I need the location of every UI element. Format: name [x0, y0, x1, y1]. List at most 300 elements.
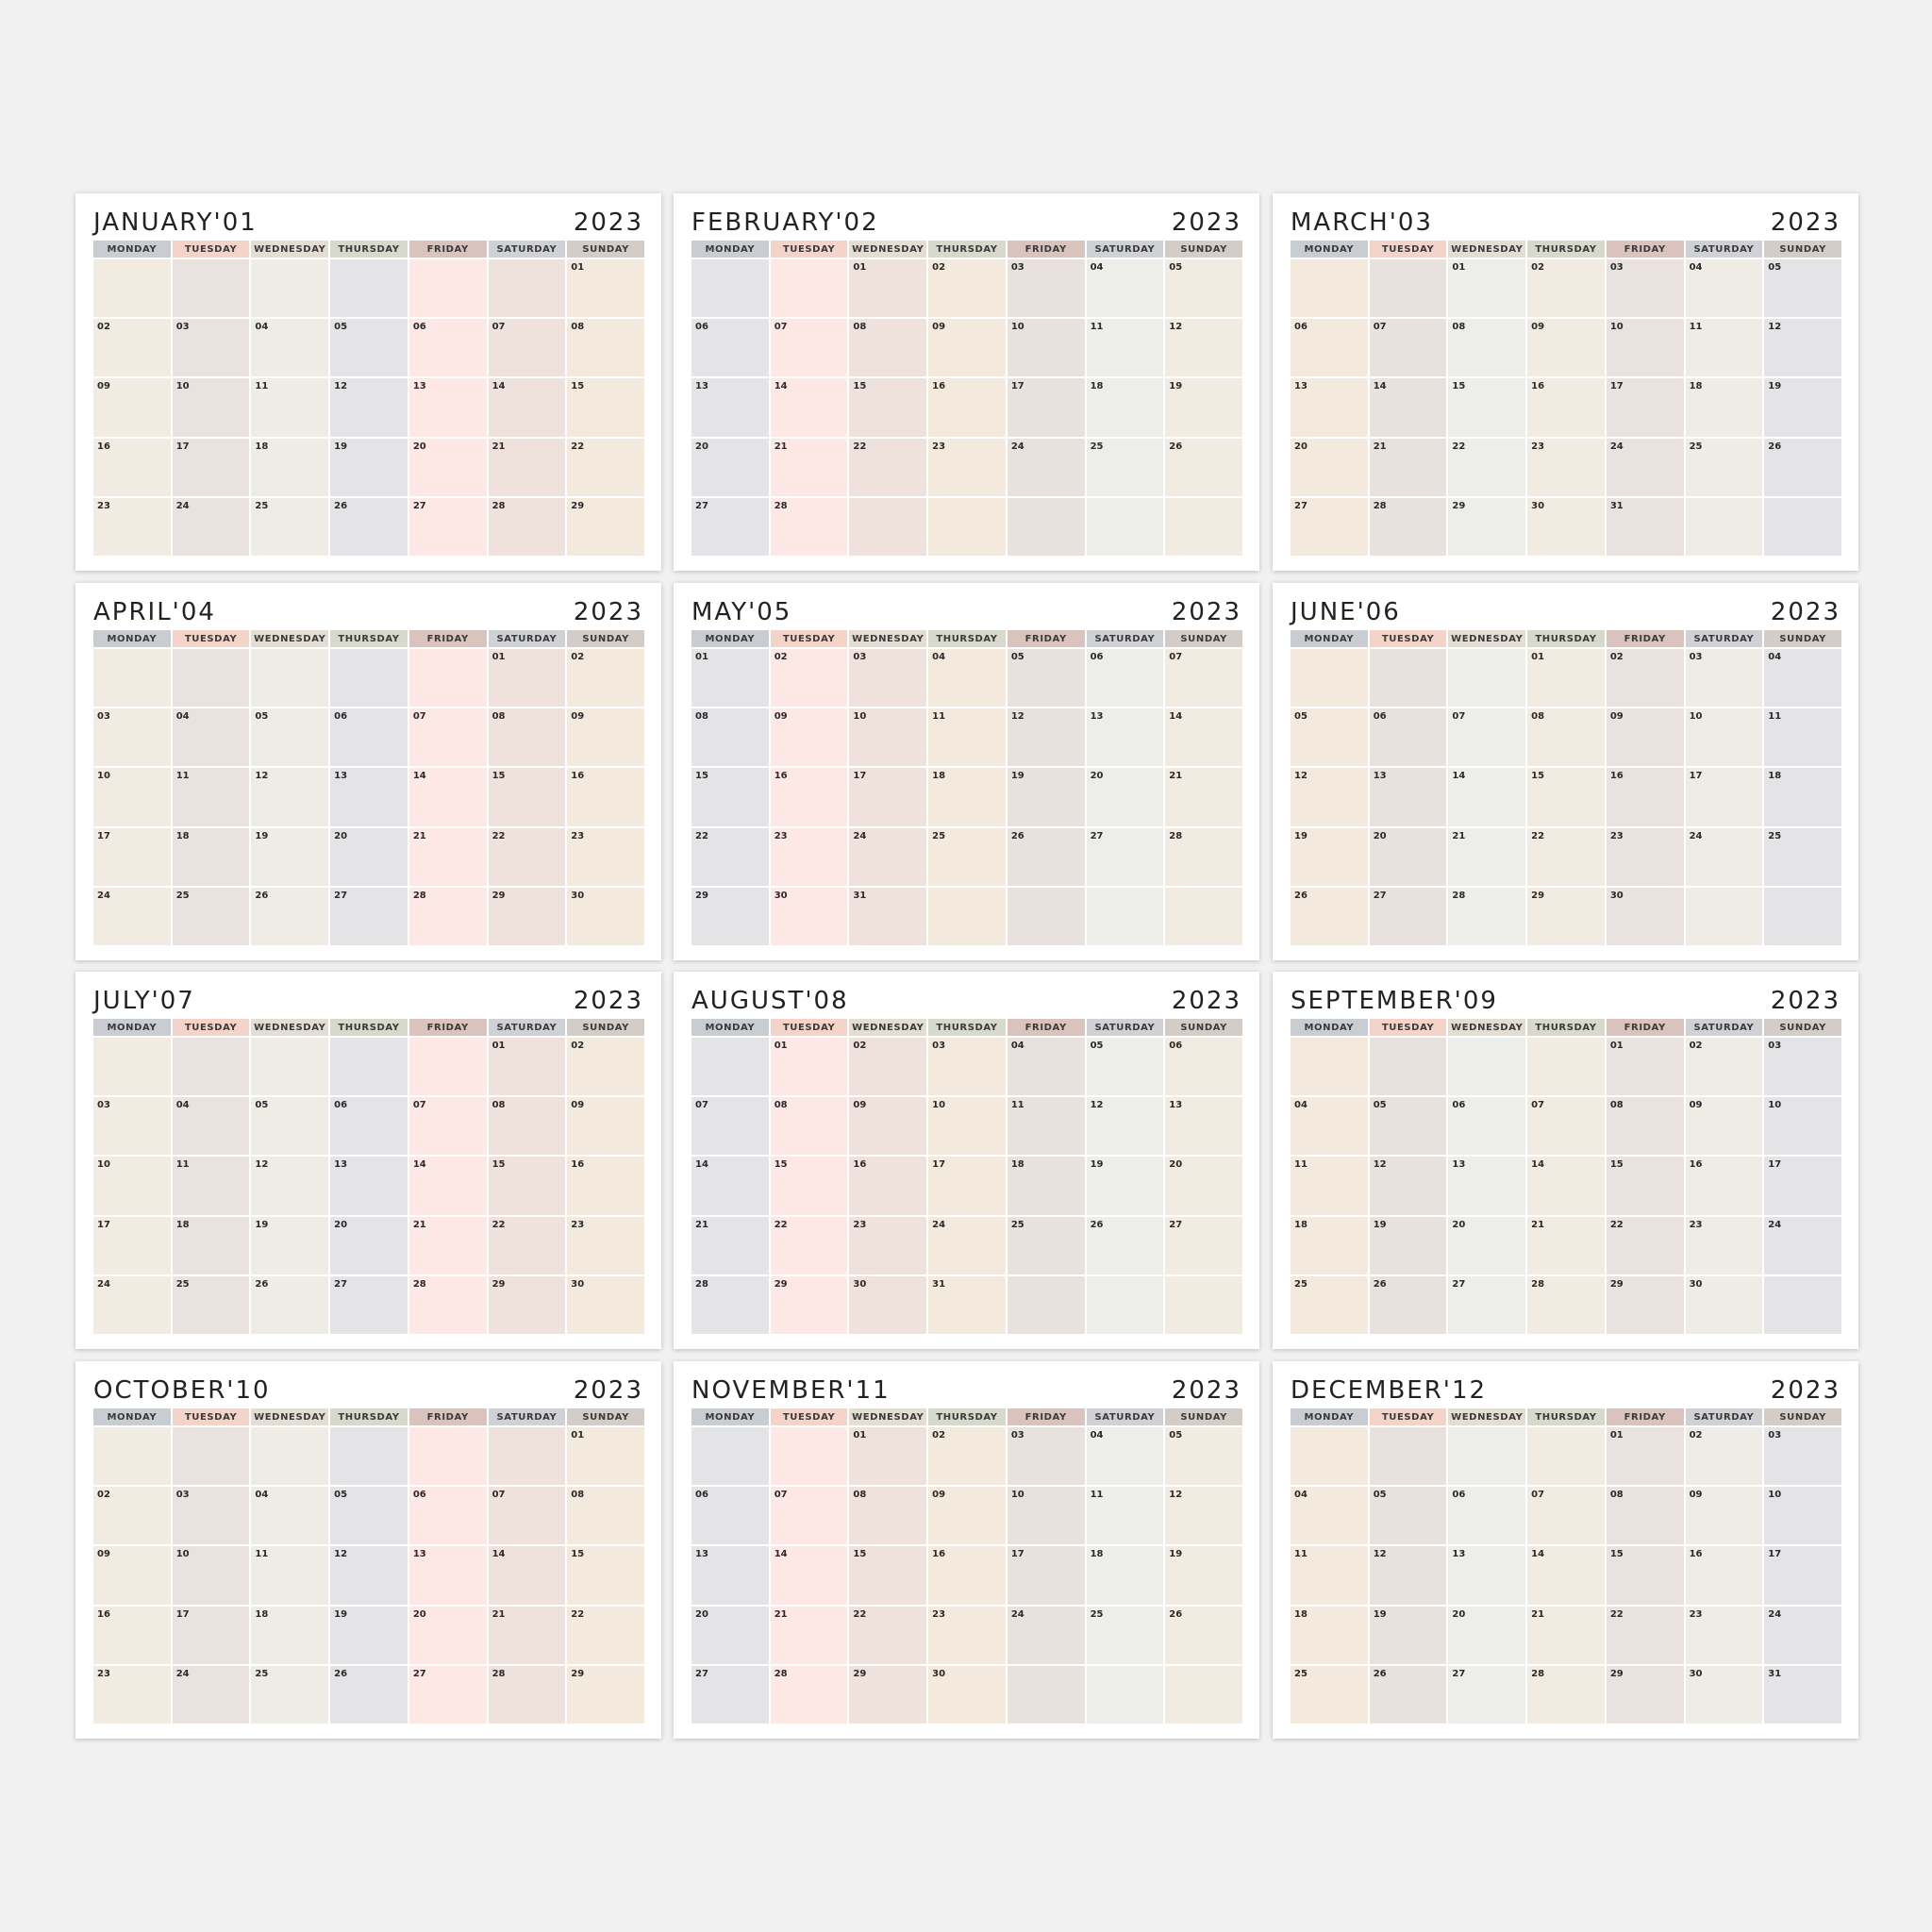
day-cell[interactable]: [489, 768, 566, 825]
day-cell[interactable]: [1087, 768, 1164, 825]
day-cell[interactable]: [849, 1487, 926, 1544]
day-cell[interactable]: [1165, 1217, 1242, 1274]
day-cell[interactable]: [1607, 259, 1684, 317]
day-cell[interactable]: [1008, 1038, 1085, 1095]
day-cell[interactable]: [1087, 1097, 1164, 1155]
day-cell[interactable]: [691, 1607, 769, 1664]
day-cell[interactable]: [93, 378, 171, 436]
day-cell[interactable]: [567, 888, 644, 945]
day-cell[interactable]: [567, 1487, 644, 1544]
day-cell[interactable]: [1008, 439, 1085, 496]
day-cell[interactable]: [93, 708, 171, 766]
day-cell[interactable]: [1448, 319, 1525, 376]
day-cell[interactable]: [409, 319, 487, 376]
day-cell[interactable]: [93, 1038, 171, 1095]
day-cell[interactable]: [1607, 1427, 1684, 1485]
day-cell[interactable]: [251, 378, 328, 436]
day-cell[interactable]: [1087, 1038, 1164, 1095]
day-cell[interactable]: [330, 1038, 408, 1095]
day-cell[interactable]: [409, 1038, 487, 1095]
day-cell[interactable]: [1686, 1427, 1763, 1485]
day-cell[interactable]: [1448, 439, 1525, 496]
day-cell[interactable]: [1291, 828, 1368, 886]
day-cell[interactable]: [489, 649, 566, 707]
day-cell[interactable]: [1165, 1097, 1242, 1155]
day-cell[interactable]: [567, 1546, 644, 1604]
day-cell[interactable]: [1087, 708, 1164, 766]
day-cell[interactable]: [928, 1666, 1006, 1724]
day-cell[interactable]: [849, 439, 926, 496]
day-cell[interactable]: [691, 498, 769, 556]
day-cell[interactable]: [1527, 439, 1605, 496]
day-cell[interactable]: [1008, 768, 1085, 825]
day-cell[interactable]: [1527, 259, 1605, 317]
day-cell[interactable]: [1291, 1276, 1368, 1334]
day-cell[interactable]: [489, 1607, 566, 1664]
day-cell[interactable]: [1448, 1427, 1525, 1485]
day-cell[interactable]: [1087, 378, 1164, 436]
day-cell[interactable]: [251, 708, 328, 766]
day-cell[interactable]: [1607, 649, 1684, 707]
day-cell[interactable]: [1165, 708, 1242, 766]
day-cell[interactable]: [567, 498, 644, 556]
day-cell[interactable]: [1607, 1487, 1684, 1544]
day-cell[interactable]: [1764, 498, 1841, 556]
day-cell[interactable]: [409, 439, 487, 496]
day-cell[interactable]: [409, 1666, 487, 1724]
day-cell[interactable]: [251, 888, 328, 945]
day-cell[interactable]: [489, 1276, 566, 1334]
day-cell[interactable]: [173, 1546, 250, 1604]
day-cell[interactable]: [93, 1607, 171, 1664]
day-cell[interactable]: [1008, 1546, 1085, 1604]
day-cell[interactable]: [567, 1427, 644, 1485]
day-cell[interactable]: [1008, 888, 1085, 945]
day-cell[interactable]: [691, 378, 769, 436]
day-cell[interactable]: [928, 1157, 1006, 1214]
day-cell[interactable]: [567, 1276, 644, 1334]
day-cell[interactable]: [489, 1487, 566, 1544]
day-cell[interactable]: [691, 439, 769, 496]
day-cell[interactable]: [567, 1038, 644, 1095]
day-cell[interactable]: [1686, 768, 1763, 825]
day-cell[interactable]: [173, 828, 250, 886]
day-cell[interactable]: [1686, 1276, 1763, 1334]
day-cell[interactable]: [409, 1607, 487, 1664]
day-cell[interactable]: [93, 1276, 171, 1334]
day-cell[interactable]: [1370, 649, 1447, 707]
day-cell[interactable]: [1607, 1217, 1684, 1274]
day-cell[interactable]: [691, 1546, 769, 1604]
day-cell[interactable]: [1448, 828, 1525, 886]
day-cell[interactable]: [1764, 1276, 1841, 1334]
day-cell[interactable]: [1165, 1427, 1242, 1485]
day-cell[interactable]: [928, 1038, 1006, 1095]
day-cell[interactable]: [1686, 1157, 1763, 1214]
day-cell[interactable]: [93, 259, 171, 317]
day-cell[interactable]: [489, 319, 566, 376]
day-cell[interactable]: [1764, 1157, 1841, 1214]
day-cell[interactable]: [1764, 708, 1841, 766]
day-cell[interactable]: [173, 888, 250, 945]
day-cell[interactable]: [771, 1666, 848, 1724]
day-cell[interactable]: [1008, 378, 1085, 436]
day-cell[interactable]: [1764, 439, 1841, 496]
day-cell[interactable]: [928, 319, 1006, 376]
day-cell[interactable]: [173, 1607, 250, 1664]
day-cell[interactable]: [93, 1097, 171, 1155]
day-cell[interactable]: [849, 768, 926, 825]
day-cell[interactable]: [1764, 378, 1841, 436]
day-cell[interactable]: [251, 828, 328, 886]
day-cell[interactable]: [1448, 1097, 1525, 1155]
day-cell[interactable]: [409, 1217, 487, 1274]
day-cell[interactable]: [330, 378, 408, 436]
day-cell[interactable]: [1008, 649, 1085, 707]
day-cell[interactable]: [409, 708, 487, 766]
day-cell[interactable]: [567, 259, 644, 317]
day-cell[interactable]: [771, 828, 848, 886]
day-cell[interactable]: [173, 1487, 250, 1544]
day-cell[interactable]: [330, 259, 408, 317]
day-cell[interactable]: [1607, 768, 1684, 825]
day-cell[interactable]: [771, 649, 848, 707]
day-cell[interactable]: [1527, 708, 1605, 766]
day-cell[interactable]: [173, 439, 250, 496]
day-cell[interactable]: [93, 888, 171, 945]
day-cell[interactable]: [567, 378, 644, 436]
day-cell[interactable]: [1370, 1666, 1447, 1724]
day-cell[interactable]: [489, 259, 566, 317]
day-cell[interactable]: [409, 1276, 487, 1334]
day-cell[interactable]: [1087, 1276, 1164, 1334]
day-cell[interactable]: [409, 888, 487, 945]
day-cell[interactable]: [1087, 439, 1164, 496]
day-cell[interactable]: [1448, 888, 1525, 945]
day-cell[interactable]: [928, 1487, 1006, 1544]
day-cell[interactable]: [1008, 1487, 1085, 1544]
day-cell[interactable]: [1448, 1276, 1525, 1334]
day-cell[interactable]: [691, 888, 769, 945]
day-cell[interactable]: [691, 768, 769, 825]
day-cell[interactable]: [1008, 1097, 1085, 1155]
day-cell[interactable]: [1686, 1487, 1763, 1544]
day-cell[interactable]: [1448, 708, 1525, 766]
day-cell[interactable]: [1291, 708, 1368, 766]
day-cell[interactable]: [330, 1546, 408, 1604]
day-cell[interactable]: [1370, 1097, 1447, 1155]
day-cell[interactable]: [1686, 1217, 1763, 1274]
day-cell[interactable]: [1165, 1276, 1242, 1334]
day-cell[interactable]: [928, 439, 1006, 496]
day-cell[interactable]: [1291, 378, 1368, 436]
day-cell[interactable]: [771, 439, 848, 496]
day-cell[interactable]: [1764, 768, 1841, 825]
day-cell[interactable]: [1370, 319, 1447, 376]
day-cell[interactable]: [330, 1487, 408, 1544]
day-cell[interactable]: [1165, 828, 1242, 886]
day-cell[interactable]: [1165, 649, 1242, 707]
day-cell[interactable]: [330, 888, 408, 945]
day-cell[interactable]: [1291, 319, 1368, 376]
day-cell[interactable]: [771, 888, 848, 945]
day-cell[interactable]: [1291, 498, 1368, 556]
day-cell[interactable]: [251, 259, 328, 317]
day-cell[interactable]: [173, 259, 250, 317]
day-cell[interactable]: [1686, 1546, 1763, 1604]
day-cell[interactable]: [1370, 1217, 1447, 1274]
day-cell[interactable]: [771, 378, 848, 436]
day-cell[interactable]: [1527, 1276, 1605, 1334]
day-cell[interactable]: [1087, 1427, 1164, 1485]
day-cell[interactable]: [330, 1607, 408, 1664]
day-cell[interactable]: [173, 1276, 250, 1334]
day-cell[interactable]: [1527, 1607, 1605, 1664]
day-cell[interactable]: [771, 1427, 848, 1485]
day-cell[interactable]: [1607, 1607, 1684, 1664]
day-cell[interactable]: [691, 259, 769, 317]
day-cell[interactable]: [1607, 1546, 1684, 1604]
day-cell[interactable]: [173, 1097, 250, 1155]
day-cell[interactable]: [849, 1546, 926, 1604]
day-cell[interactable]: [771, 708, 848, 766]
day-cell[interactable]: [1527, 498, 1605, 556]
day-cell[interactable]: [1291, 1157, 1368, 1214]
day-cell[interactable]: [1291, 649, 1368, 707]
day-cell[interactable]: [1165, 768, 1242, 825]
day-cell[interactable]: [928, 1546, 1006, 1604]
day-cell[interactable]: [1607, 319, 1684, 376]
day-cell[interactable]: [1291, 888, 1368, 945]
day-cell[interactable]: [1764, 888, 1841, 945]
day-cell[interactable]: [409, 1097, 487, 1155]
day-cell[interactable]: [330, 439, 408, 496]
day-cell[interactable]: [928, 768, 1006, 825]
day-cell[interactable]: [1607, 378, 1684, 436]
day-cell[interactable]: [330, 828, 408, 886]
day-cell[interactable]: [691, 649, 769, 707]
day-cell[interactable]: [1291, 1038, 1368, 1095]
day-cell[interactable]: [251, 439, 328, 496]
day-cell[interactable]: [251, 1427, 328, 1485]
day-cell[interactable]: [173, 1217, 250, 1274]
day-cell[interactable]: [1448, 1546, 1525, 1604]
day-cell[interactable]: [691, 1666, 769, 1724]
day-cell[interactable]: [1607, 1038, 1684, 1095]
day-cell[interactable]: [1686, 708, 1763, 766]
day-cell[interactable]: [251, 1487, 328, 1544]
day-cell[interactable]: [1607, 1157, 1684, 1214]
day-cell[interactable]: [93, 1427, 171, 1485]
day-cell[interactable]: [928, 1276, 1006, 1334]
day-cell[interactable]: [691, 708, 769, 766]
day-cell[interactable]: [1607, 708, 1684, 766]
day-cell[interactable]: [1165, 1038, 1242, 1095]
day-cell[interactable]: [1087, 1217, 1164, 1274]
day-cell[interactable]: [1764, 1666, 1841, 1724]
day-cell[interactable]: [1448, 378, 1525, 436]
day-cell[interactable]: [691, 828, 769, 886]
day-cell[interactable]: [771, 1097, 848, 1155]
day-cell[interactable]: [93, 498, 171, 556]
day-cell[interactable]: [1686, 1038, 1763, 1095]
day-cell[interactable]: [409, 498, 487, 556]
day-cell[interactable]: [567, 768, 644, 825]
day-cell[interactable]: [1370, 708, 1447, 766]
day-cell[interactable]: [1370, 1607, 1447, 1664]
day-cell[interactable]: [691, 1097, 769, 1155]
day-cell[interactable]: [1291, 1666, 1368, 1724]
day-cell[interactable]: [489, 708, 566, 766]
day-cell[interactable]: [409, 1157, 487, 1214]
day-cell[interactable]: [1165, 1607, 1242, 1664]
day-cell[interactable]: [1008, 1607, 1085, 1664]
day-cell[interactable]: [1370, 888, 1447, 945]
day-cell[interactable]: [409, 649, 487, 707]
day-cell[interactable]: [1764, 1487, 1841, 1544]
day-cell[interactable]: [1370, 1276, 1447, 1334]
day-cell[interactable]: [771, 1546, 848, 1604]
day-cell[interactable]: [928, 259, 1006, 317]
day-cell[interactable]: [1607, 828, 1684, 886]
day-cell[interactable]: [1370, 1157, 1447, 1214]
day-cell[interactable]: [928, 498, 1006, 556]
day-cell[interactable]: [1291, 1217, 1368, 1274]
day-cell[interactable]: [849, 1157, 926, 1214]
day-cell[interactable]: [928, 888, 1006, 945]
day-cell[interactable]: [849, 708, 926, 766]
day-cell[interactable]: [1764, 319, 1841, 376]
day-cell[interactable]: [1686, 888, 1763, 945]
day-cell[interactable]: [1165, 378, 1242, 436]
day-cell[interactable]: [173, 708, 250, 766]
day-cell[interactable]: [1370, 1546, 1447, 1604]
day-cell[interactable]: [251, 1276, 328, 1334]
day-cell[interactable]: [1448, 1607, 1525, 1664]
day-cell[interactable]: [93, 828, 171, 886]
day-cell[interactable]: [1008, 498, 1085, 556]
day-cell[interactable]: [691, 1157, 769, 1214]
day-cell[interactable]: [1686, 649, 1763, 707]
day-cell[interactable]: [489, 1427, 566, 1485]
day-cell[interactable]: [1370, 378, 1447, 436]
day-cell[interactable]: [1686, 1097, 1763, 1155]
day-cell[interactable]: [1370, 439, 1447, 496]
day-cell[interactable]: [1686, 378, 1763, 436]
day-cell[interactable]: [567, 439, 644, 496]
day-cell[interactable]: [928, 708, 1006, 766]
day-cell[interactable]: [1607, 1097, 1684, 1155]
day-cell[interactable]: [1607, 888, 1684, 945]
day-cell[interactable]: [1008, 1157, 1085, 1214]
day-cell[interactable]: [330, 319, 408, 376]
day-cell[interactable]: [251, 649, 328, 707]
day-cell[interactable]: [1448, 768, 1525, 825]
day-cell[interactable]: [1448, 1487, 1525, 1544]
day-cell[interactable]: [1087, 649, 1164, 707]
day-cell[interactable]: [1686, 1607, 1763, 1664]
day-cell[interactable]: [489, 439, 566, 496]
day-cell[interactable]: [93, 1217, 171, 1274]
day-cell[interactable]: [928, 1097, 1006, 1155]
day-cell[interactable]: [849, 828, 926, 886]
day-cell[interactable]: [771, 1487, 848, 1544]
day-cell[interactable]: [173, 1666, 250, 1724]
day-cell[interactable]: [691, 319, 769, 376]
day-cell[interactable]: [1448, 259, 1525, 317]
day-cell[interactable]: [691, 1487, 769, 1544]
day-cell[interactable]: [1165, 1157, 1242, 1214]
day-cell[interactable]: [1087, 259, 1164, 317]
day-cell[interactable]: [489, 1546, 566, 1604]
day-cell[interactable]: [1087, 888, 1164, 945]
day-cell[interactable]: [489, 498, 566, 556]
day-cell[interactable]: [1291, 439, 1368, 496]
day-cell[interactable]: [251, 1157, 328, 1214]
day-cell[interactable]: [1291, 1546, 1368, 1604]
day-cell[interactable]: [1291, 259, 1368, 317]
day-cell[interactable]: [1291, 1487, 1368, 1544]
day-cell[interactable]: [928, 828, 1006, 886]
day-cell[interactable]: [1764, 1097, 1841, 1155]
day-cell[interactable]: [173, 1157, 250, 1214]
day-cell[interactable]: [1607, 1276, 1684, 1334]
day-cell[interactable]: [173, 378, 250, 436]
day-cell[interactable]: [1764, 1546, 1841, 1604]
day-cell[interactable]: [330, 1666, 408, 1724]
day-cell[interactable]: [771, 1607, 848, 1664]
day-cell[interactable]: [330, 768, 408, 825]
day-cell[interactable]: [1764, 1038, 1841, 1095]
day-cell[interactable]: [93, 1487, 171, 1544]
day-cell[interactable]: [567, 319, 644, 376]
day-cell[interactable]: [409, 259, 487, 317]
day-cell[interactable]: [849, 498, 926, 556]
day-cell[interactable]: [409, 828, 487, 886]
day-cell[interactable]: [1448, 1666, 1525, 1724]
day-cell[interactable]: [173, 319, 250, 376]
day-cell[interactable]: [928, 1427, 1006, 1485]
day-cell[interactable]: [330, 1097, 408, 1155]
day-cell[interactable]: [928, 1607, 1006, 1664]
day-cell[interactable]: [1165, 319, 1242, 376]
day-cell[interactable]: [1764, 828, 1841, 886]
day-cell[interactable]: [1448, 1157, 1525, 1214]
day-cell[interactable]: [1165, 1546, 1242, 1604]
day-cell[interactable]: [1087, 319, 1164, 376]
day-cell[interactable]: [1686, 319, 1763, 376]
day-cell[interactable]: [330, 1217, 408, 1274]
day-cell[interactable]: [567, 1217, 644, 1274]
day-cell[interactable]: [1291, 1427, 1368, 1485]
day-cell[interactable]: [93, 319, 171, 376]
day-cell[interactable]: [1008, 1276, 1085, 1334]
day-cell[interactable]: [567, 828, 644, 886]
day-cell[interactable]: [1165, 439, 1242, 496]
day-cell[interactable]: [93, 768, 171, 825]
day-cell[interactable]: [771, 1038, 848, 1095]
day-cell[interactable]: [1527, 768, 1605, 825]
day-cell[interactable]: [251, 768, 328, 825]
day-cell[interactable]: [251, 1666, 328, 1724]
day-cell[interactable]: [691, 1038, 769, 1095]
day-cell[interactable]: [1686, 439, 1763, 496]
day-cell[interactable]: [489, 1157, 566, 1214]
day-cell[interactable]: [691, 1217, 769, 1274]
day-cell[interactable]: [771, 1217, 848, 1274]
day-cell[interactable]: [93, 439, 171, 496]
day-cell[interactable]: [489, 1097, 566, 1155]
